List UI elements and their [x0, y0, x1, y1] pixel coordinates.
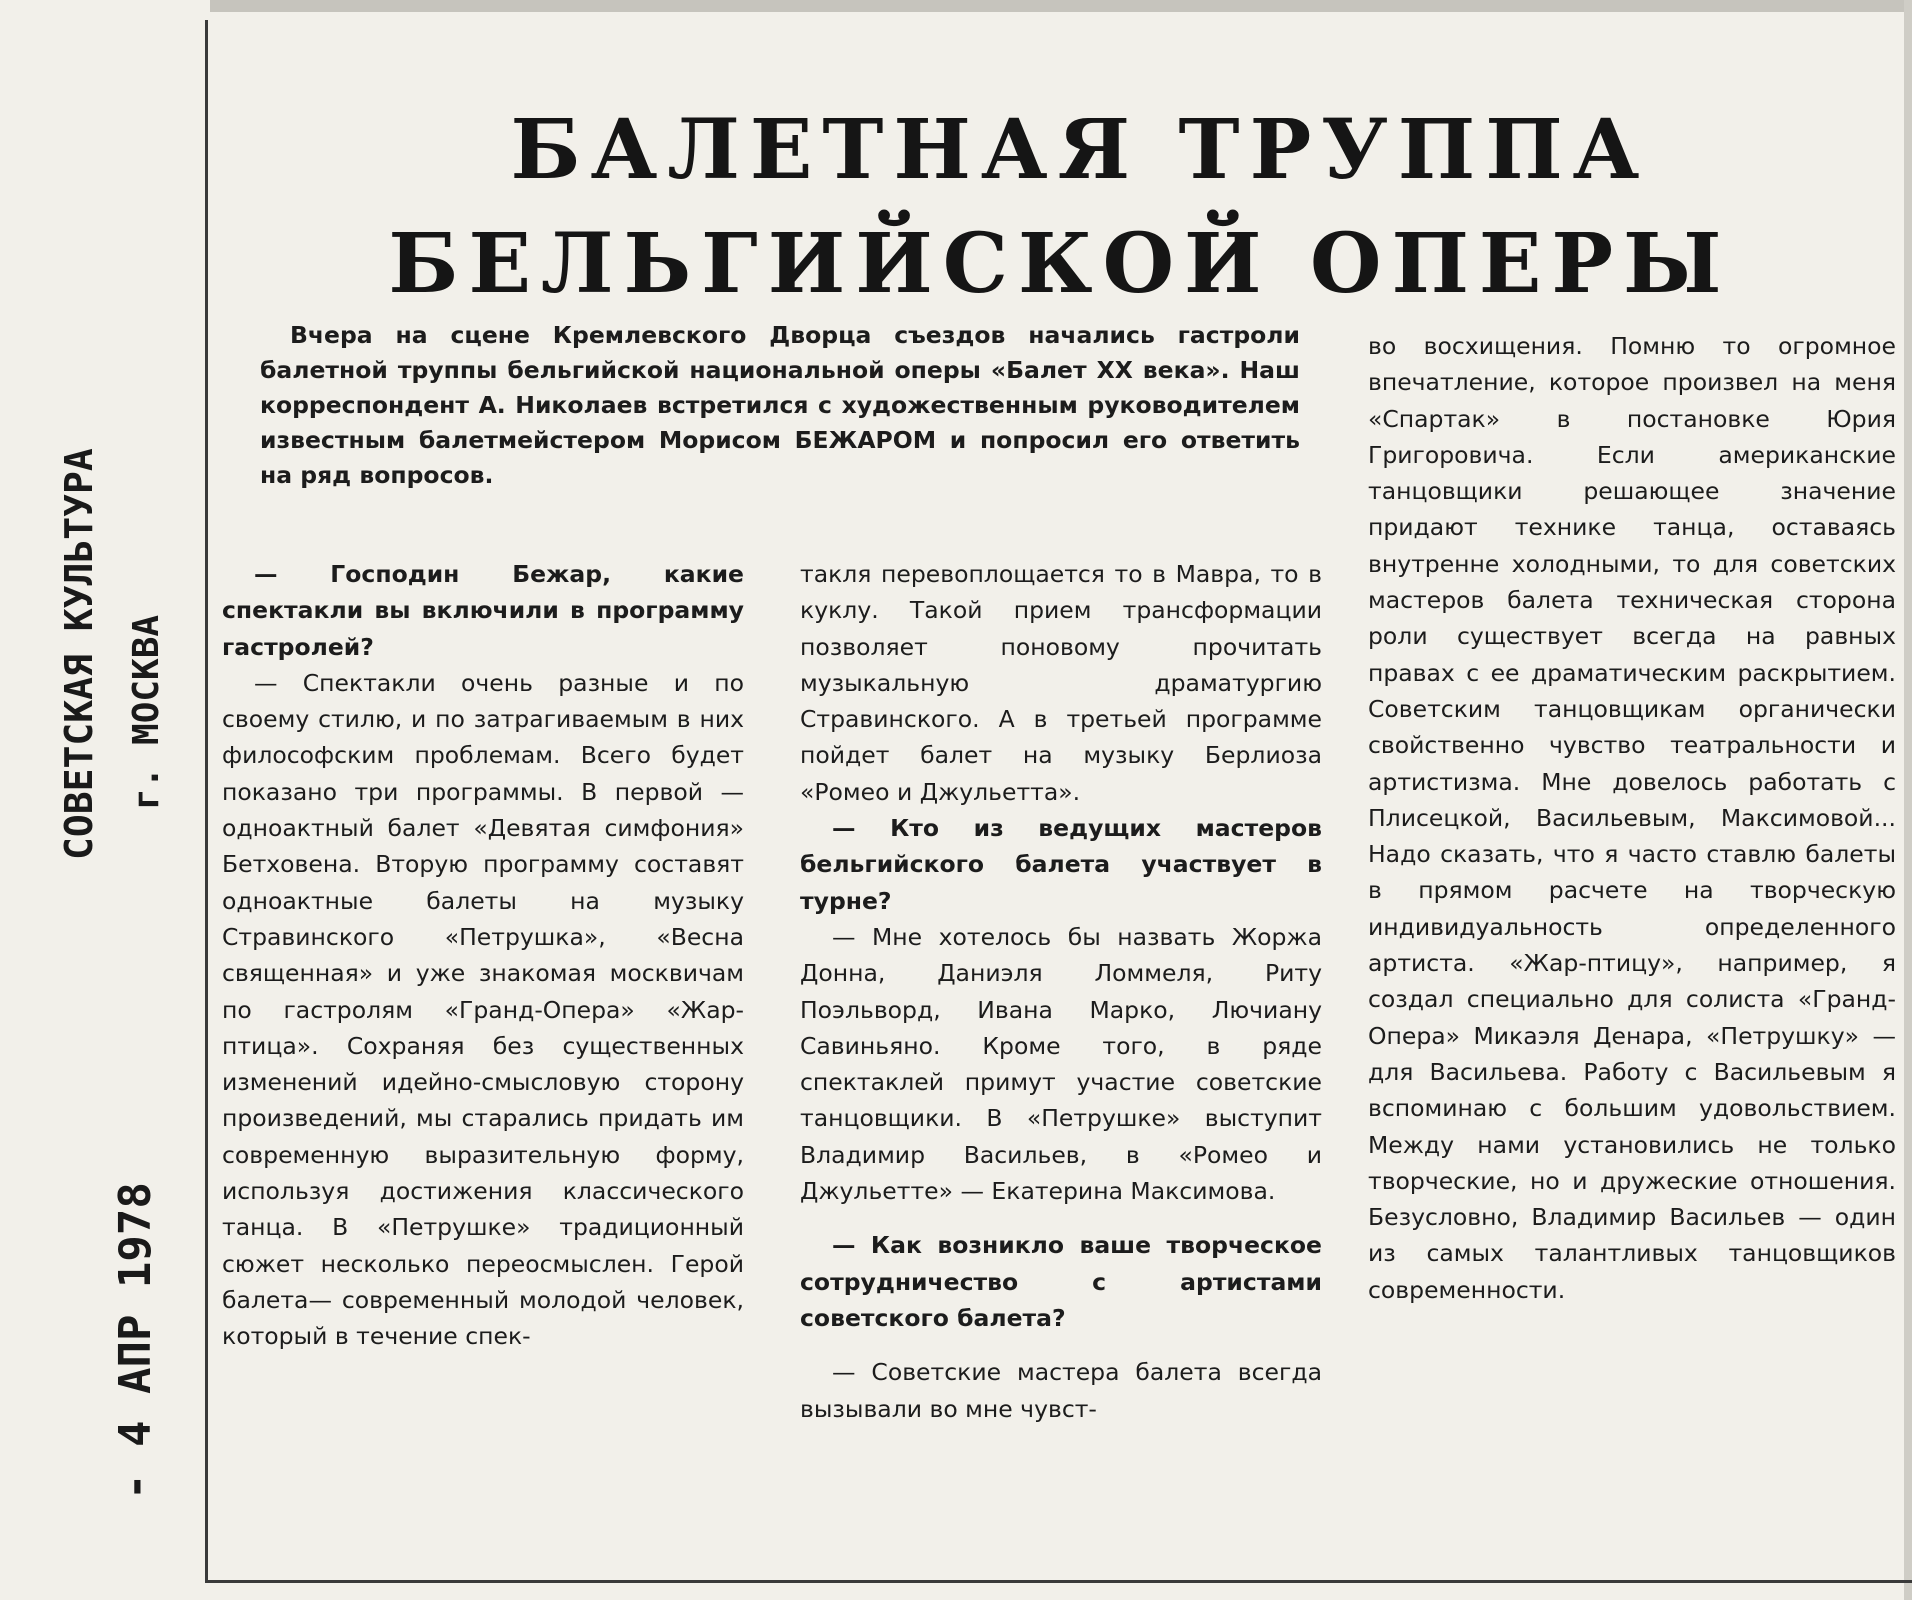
lead-paragraph: Вчера на сцене Кремлевского Дворца съездов начались гастроли балетной труппы бельгийской национальной оперы «Балет XX века». Наш корреспондент А. Николаев встретился с художественным руководителем известным балетмейстером Морисом БЕЖАРОМ и попросил его ответить на ряд вопросов. — [260, 321, 1300, 489]
clipping-bottom-border — [205, 1580, 1912, 1583]
article-column-3 — [1368, 328, 1896, 1308]
article-column-2 — [800, 556, 1322, 1427]
clipping-left-border — [205, 20, 208, 1580]
headline-line-1: БАЛЕТНАЯ ТРУППА — [510, 102, 1650, 199]
interview-answer-2: — Мне хотелось бы назвать Жоржа Донна, Даниэля Ломмеля, Риту Поэльворд, Ивана Марко, Лючиану Савиньяно. Кроме того, в ряде спектаклей примут участие советские танцовщики. В «Петрушке» выступит Владимир Васильев, в «Ромео и Джульетте» — Екатерина Максимова. — [800, 922, 1322, 1206]
stamp-city: г. МОСКВА — [126, 614, 167, 810]
scan-top-edge — [210, 0, 1912, 12]
article-lead — [260, 318, 1300, 493]
stamp-newspaper: СОВЕТСКАЯ КУЛЬТУРА — [57, 448, 101, 860]
interview-answer-3: — Советские мастера балета всегда вызывали во мне чувст- — [800, 1358, 1322, 1423]
paragraph-gap — [800, 1209, 1322, 1227]
interview-answer-1: — Спектакли очень разные и по своему стилю, и по затрагиваемым в них философским проблемам. Всего будет показано три программы. В первой — одноактный балет «Девятая симфония» Бетховена. Вторую программу составят одноактные балеты на музыку Стравинского «Петрушка», «Весна священная» и уже знакомая москвичам по гастролям «Гранд-Опера» «Жар-птица». Сохраняя без существенных изменений идейно-смысловую сторону произведений, мы старались придать им современную выразительную форму, используя достижения классического танца. В «Петрушке» традиционный сюжет несколько переосмыслен. Герой балета— современный молодой человек, который в течение спек- — [222, 668, 744, 1351]
interview-question-3: — Как возникло ваше творческое сотрудничество с артистами советского балета? — [800, 1231, 1322, 1332]
stamp-date: - 4 АПР 1978 — [110, 1182, 161, 1500]
interview-answer-3-continued: во восхищения. Помню то огромное впечатление, которое произвел на меня «Спартак» в постановке Юрия Григоровича. Если американские танцовщики решающее значение придают технике танца, оставаясь внутренне холодными, то для советских мастеров балета техническая сторона роли существует всегда на равных правах с ее драматическим раскрытием. Советским танцовщикам органически свойственно чувство театральности и артистизма. Мне довелось работать с Плисецкой, Васильевым, Максимовой... Надо сказать, что я часто ставлю балеты в прямом расчете на творческую индивидуальность определенного артиста. «Жар-птицу», например, я создал специально для солиста «Гранд-Опера» Микаэля Денара, «Петрушку» — для Васильева. Работу с Васильевым я вспоминаю с большим удовольствием. Между нами установились не только творческие, но и дружеские отношения. Безусловно, Владимир Васильев — один из самых талантливых танцовщиков современности. — [1368, 332, 1896, 1304]
article-headline — [380, 102, 1740, 313]
article-column-1 — [222, 556, 744, 1355]
headline-line-2: БЕЛЬГИЙСКОЙ ОПЕРЫ — [388, 216, 1732, 313]
interview-answer-1-continued: такля перевоплощается то в Мавра, то в куклу. Такой прием трансформации позволяет поновому прочитать музыкальную драматургию Стравинского. А в третьей программе пойдет балет на музыку Берлиоза «Ромео и Джульетта». — [800, 560, 1322, 806]
interview-question-2: — Кто из ведущих мастеров бельгийского балета участвует в турне? — [800, 814, 1322, 915]
archive-stamp — [30, 340, 180, 1540]
scan-right-edge — [1904, 0, 1912, 1600]
interview-question-1: — Господин Бежар, какие спектакли вы включили в программу гастролей? — [222, 560, 744, 661]
paragraph-gap — [800, 1336, 1322, 1354]
